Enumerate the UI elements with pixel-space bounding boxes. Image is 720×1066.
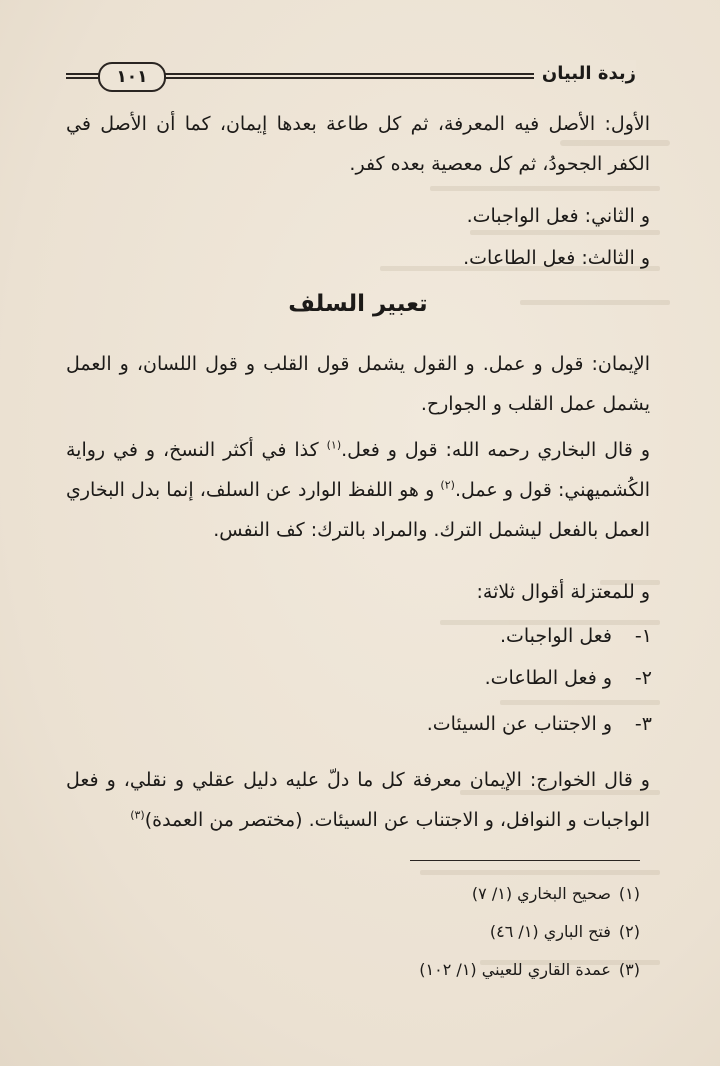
khawarij-paragraph bbox=[66, 760, 650, 840]
footnote-separator bbox=[410, 860, 640, 861]
page-header bbox=[66, 58, 636, 92]
footnote-3 bbox=[200, 952, 640, 988]
footnote-1 bbox=[200, 876, 640, 912]
khawarij-text: و قال الخوارج: الإيمان معرفة كل ما دلّ عليه دليل عقلي و نقلي، و فعل الواجبات و النوافل، و الاجتناب عن السيئات. (مختصر من العمدة) bbox=[66, 769, 650, 831]
footnote-mark: (٣) bbox=[618, 960, 640, 979]
footnote-mark: (١) bbox=[618, 884, 640, 903]
mutazila-intro: و للمعتزلة أقوال ثلاثة: bbox=[476, 581, 650, 603]
list-number: ١- bbox=[634, 625, 652, 647]
running-title: زبدة البيان bbox=[534, 60, 636, 88]
footnote-ref-1: (١) bbox=[326, 438, 342, 452]
list-text: فعل الواجبات. bbox=[499, 625, 612, 647]
list-number: ٣- bbox=[634, 713, 652, 735]
footnote-mark: (٢) bbox=[618, 922, 640, 941]
bukhari-paragraph bbox=[66, 430, 650, 550]
list-item-2 bbox=[66, 658, 652, 698]
footnote-ref-2: (٢) bbox=[440, 478, 455, 492]
paragraph-third: و الثالث: فعل الطاعات. bbox=[463, 247, 650, 269]
footnote-text: عمدة القاري للعيني (١/ ١٠٢) bbox=[419, 960, 611, 979]
footnote-2 bbox=[200, 914, 640, 950]
bukhari-text-b: كذا في أكثر النسخ، و في رواية الكُشميهني: قول و عمل. bbox=[66, 439, 650, 501]
list-text: و الاجتناب عن السيئات. bbox=[426, 713, 612, 735]
section-title: تعبير السلف bbox=[288, 291, 428, 317]
list-text: و فعل الطاعات. bbox=[484, 667, 612, 689]
paragraph-second: و الثاني: فعل الواجبات. bbox=[466, 205, 650, 227]
list-number: ٢- bbox=[634, 667, 652, 689]
bukhari-text-a: و قال البخاري رحمه الله: قول و فعل. bbox=[341, 439, 650, 461]
page-number: ١٠١ bbox=[98, 62, 166, 92]
bukhari-text-c: و هو اللفظ الوارد عن السلف، إنما بدل البخاري العمل بالفعل ليشمل الترك. والمراد بالترك: كف النفس. bbox=[66, 479, 650, 541]
footnote-text: صحيح البخاري (١/ ٧) bbox=[471, 884, 611, 903]
footnote-text: فتح الباري (١/ ٤٦) bbox=[489, 922, 611, 941]
list-item-3 bbox=[66, 704, 652, 744]
list-item-1 bbox=[66, 616, 652, 656]
salaf-definition: الإيمان: قول و عمل. و القول يشمل قول القلب و قول اللسان، و العمل يشمل عمل القلب و الجوارح. bbox=[66, 353, 650, 415]
footnote-ref-3: (٣) bbox=[130, 808, 145, 822]
paragraph-first: الأول: الأصل فيه المعرفة، ثم كل طاعة بعدها إيمان، كما أن الأصل في الكفر الجحودُ، ثم كل معصية بعده كفر. bbox=[66, 113, 650, 175]
